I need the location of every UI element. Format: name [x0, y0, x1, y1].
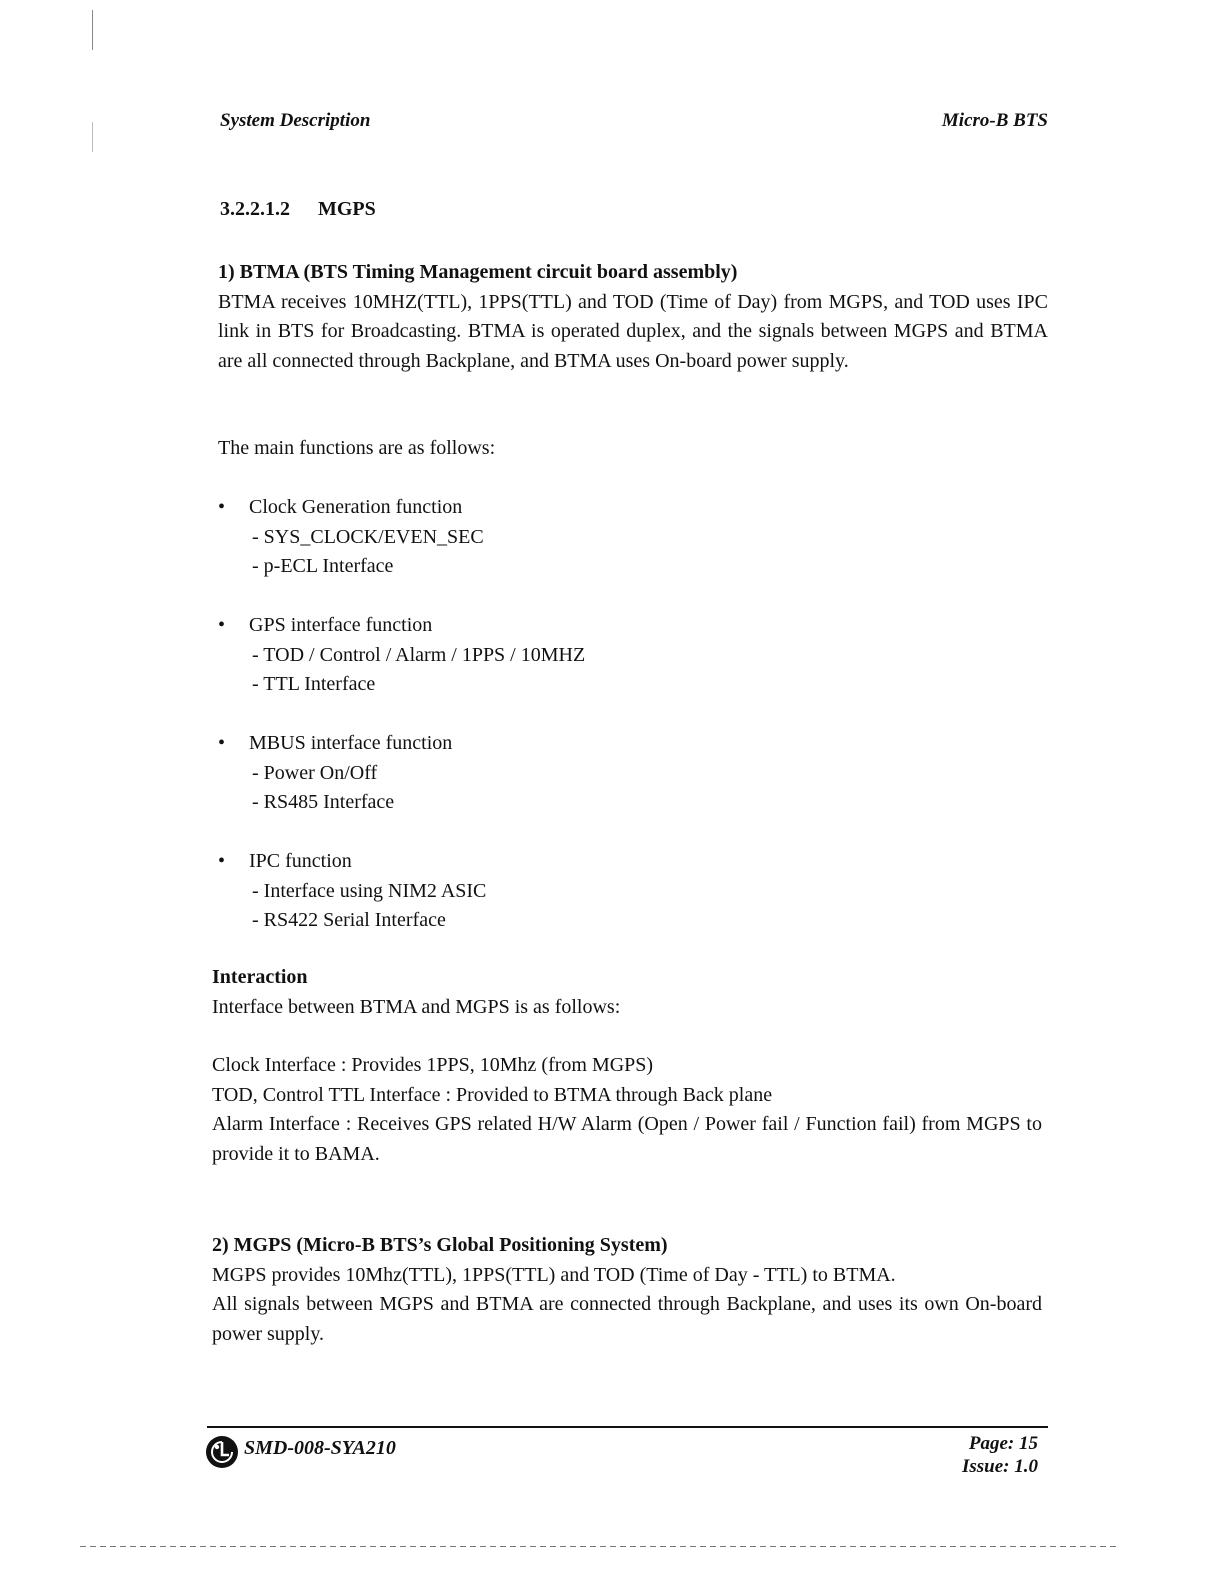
section-number: 3.2.2.1.2: [220, 198, 290, 220]
interaction-section: [212, 963, 1042, 1022]
functions-intro: The main functions are as follows:: [218, 437, 496, 459]
issue-number: Issue: 1.0: [961, 1456, 1038, 1477]
interaction-line: Clock Interface : Provides 1PPS, 10Mhz (from MGPS): [212, 1054, 654, 1076]
mgps-line: MGPS provides 10Mhz(TTL), 1PPS(TTL) and TOD (Time of Day - TTL) to BTMA.: [212, 1263, 896, 1286]
function-detail: - Power On/Off: [252, 761, 378, 784]
function-detail: - TOD / Control / Alarm / 1PPS / 10MHZ: [252, 643, 586, 666]
function-title: MBUS interface function: [249, 732, 453, 754]
function-detail: - SYS_CLOCK/EVEN_SEC: [252, 525, 484, 548]
interaction-intro: Interface between BTMA and MGPS is as follows:: [212, 995, 621, 1018]
scan-margin-line: [92, 10, 93, 50]
list-item: [218, 847, 1038, 936]
mgps-heading: 2) MGPS (Micro-B BTS’s Global Positioning System): [212, 1234, 668, 1256]
mgps-line: All signals between MGPS and BTMA are connected through Backplane, and uses its own On-board power supply.: [212, 1293, 1042, 1345]
functions-intro-block: [218, 434, 1048, 464]
function-detail: - Interface using NIM2 ASIC: [252, 879, 487, 902]
document-id: SMD-008-SYA210: [244, 1437, 396, 1459]
functions-list: [218, 493, 1038, 965]
list-item: [218, 611, 1038, 700]
footer-divider: [207, 1426, 1048, 1428]
lg-logo-icon: [205, 1435, 239, 1469]
bullet-icon: •: [218, 614, 226, 636]
page-info: [962, 1432, 1038, 1478]
function-detail: - p-ECL Interface: [252, 555, 394, 577]
list-item: [218, 493, 1038, 582]
page-number: Page: 15: [968, 1433, 1038, 1454]
function-detail: - TTL Interface: [252, 673, 376, 695]
bullet-icon: •: [218, 850, 226, 872]
mgps-section: [212, 1231, 1042, 1349]
header-right: Micro-B BTS: [941, 110, 1048, 131]
function-title: GPS interface function: [249, 614, 433, 636]
function-detail: - RS422 Serial Interface: [252, 909, 446, 931]
bullet-icon: •: [218, 496, 226, 518]
btma-section: [218, 258, 1048, 376]
interaction-line: TOD, Control TTL Interface : Provided to BTMA through Back plane: [212, 1083, 773, 1106]
bullet-icon: •: [218, 732, 226, 754]
section-title: MGPS: [318, 198, 376, 220]
function-title: IPC function: [249, 850, 352, 872]
scan-margin-line: [92, 122, 93, 152]
scan-bottom-line: [80, 1546, 1120, 1547]
function-detail: - RS485 Interface: [252, 791, 395, 813]
function-title: Clock Generation function: [249, 496, 463, 518]
btma-paragraph: BTMA receives 10MHZ(TTL), 1PPS(TTL) and TOD (Time of Day) from MGPS, and TOD uses IPC link in BTS for Broadcasting. BTMA is operated duplex, and the signals between MGPS and BTMA are all connected through Backplane, and BTMA uses On-board power supply.: [218, 290, 1048, 372]
list-item: [218, 729, 1038, 818]
header-left: System Description: [220, 110, 371, 131]
btma-heading: 1) BTMA (BTS Timing Management circuit board assembly): [218, 261, 738, 283]
interaction-line: Alarm Interface : Receives GPS related H/W Alarm (Open / Power fail / Function fail) from MGPS to provide it to BAMA.: [212, 1113, 1042, 1165]
interaction-lines: [212, 1051, 1042, 1169]
section-heading: [220, 198, 376, 221]
interaction-heading: Interaction: [212, 966, 308, 988]
